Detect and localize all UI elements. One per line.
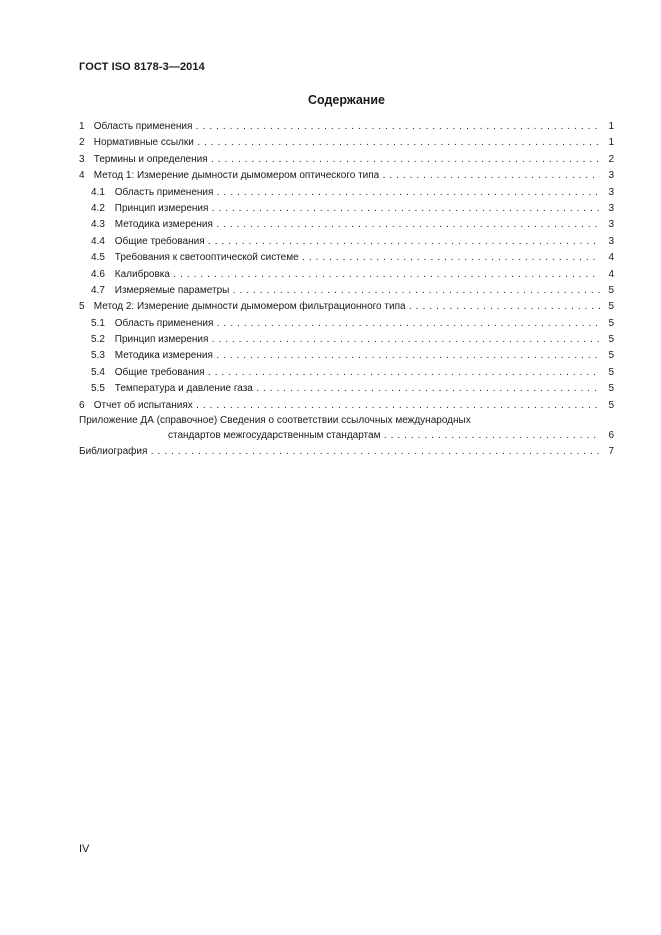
toc-entry-title: Область применения	[114, 186, 214, 198]
toc-entry-title: Область применения	[93, 121, 193, 132]
toc-entry-number: 4.5	[91, 252, 105, 264]
bibliography-page: 7	[600, 444, 614, 460]
annex-page: 6	[608, 430, 614, 442]
toc-entry[interactable]	[79, 299, 614, 315]
toc-entry-title: Измеряемые параметры	[114, 284, 230, 296]
page-number: IV	[79, 843, 90, 855]
toc-bibliography-entry[interactable]	[79, 444, 614, 460]
toc-entry-page: 3	[600, 234, 614, 250]
toc-entry-title: Общие требования	[114, 235, 205, 247]
toc-entry-number: 4.7	[91, 284, 105, 296]
toc-entry-title: Метод 1: Измерение дымности дымомером оптического типа	[93, 170, 380, 182]
toc-entry[interactable]	[79, 119, 614, 135]
toc-subentry[interactable]	[79, 381, 614, 397]
toc-entry-page: 1	[600, 119, 614, 135]
toc-entry-page: 5	[600, 381, 614, 397]
toc-entry-number: 4.4	[91, 235, 105, 247]
toc-entry-number: 3	[79, 153, 85, 165]
toc-subentry[interactable]	[79, 348, 614, 364]
toc-entry[interactable]	[79, 398, 614, 414]
toc-subentry[interactable]	[79, 365, 614, 381]
toc-entry-number: 5.5	[91, 383, 105, 395]
toc-entry-title: Отчет об испытаниях	[93, 399, 193, 411]
toc-entry-page: 5	[600, 316, 614, 332]
toc-entry-title: Термины и определения	[93, 153, 208, 165]
toc-entry-title: Область применения	[114, 317, 214, 329]
toc-entry-page: 3	[600, 185, 614, 201]
toc-entry[interactable]	[79, 135, 614, 151]
toc-subentry[interactable]	[79, 267, 614, 283]
toc-entry-number: 5	[79, 301, 85, 313]
toc-entry[interactable]	[79, 152, 614, 168]
toc-entry-number: 4.1	[91, 186, 105, 198]
toc-entry-number: 6	[79, 399, 85, 411]
toc-subentry[interactable]	[79, 250, 614, 266]
toc-entry-page: 5	[600, 365, 614, 381]
toc-entry-title: Нормативные ссылки	[93, 137, 194, 149]
toc-entry-title: Методика измерения	[114, 350, 213, 362]
toc-entry-title: Температура и давление газа	[114, 383, 253, 395]
toc-entry-title: Принцип измерения	[114, 202, 209, 214]
toc-subentry[interactable]	[79, 217, 614, 233]
toc-entry-page: 3	[600, 201, 614, 217]
toc-entry-title: Метод 2: Измерение дымности дымомером фильтрационного типа	[93, 301, 406, 313]
toc-subentry[interactable]	[79, 201, 614, 217]
toc-entry-title: Требования к светооптической системе	[114, 252, 299, 264]
toc-entry-page: 5	[600, 398, 614, 414]
toc-entry-number: 4.6	[91, 268, 105, 280]
toc-entry-page: 5	[600, 348, 614, 364]
toc-subentry[interactable]	[79, 234, 614, 250]
toc-entry-number: 2	[79, 137, 85, 149]
toc-entry-number: 4.2	[91, 202, 105, 214]
annex-title-line2: стандартов межгосударственным стандартам . . .	[168, 428, 600, 444]
toc-entry-number: 1	[79, 121, 85, 132]
toc-entry-number: 4	[79, 170, 85, 182]
toc-entry-page: 4	[600, 250, 614, 266]
toc-annex-entry[interactable]	[79, 414, 614, 444]
toc-entry-page: 5	[600, 332, 614, 348]
page-header: ГОСТ ISO 8178-3—2014	[79, 61, 205, 73]
annex-title-line1: Приложение ДА (справочное) Сведения о соответствии ссылочных международных	[79, 415, 471, 427]
toc-entry[interactable]	[79, 168, 614, 184]
toc-entry-page: 5	[600, 299, 614, 315]
toc-entry-number: 5.2	[91, 334, 105, 346]
toc-entry-page: 1	[600, 135, 614, 151]
toc-entry-title: Принцип измерения	[114, 334, 209, 346]
toc-entry-number: 5.4	[91, 366, 105, 378]
toc-subentry[interactable]	[79, 332, 614, 348]
toc-entry-title: Калибровка	[114, 268, 170, 280]
toc-entry-page: 2	[600, 152, 614, 168]
toc-entry-title: Общие требования	[114, 366, 205, 378]
toc-entry-title: Методика измерения	[114, 219, 213, 231]
toc-entry-number: 5.1	[91, 317, 105, 329]
toc-entry-number: 5.3	[91, 350, 105, 362]
toc-title: Содержание	[307, 93, 385, 107]
toc-subentry[interactable]	[79, 283, 614, 299]
toc-subentry[interactable]	[79, 185, 614, 201]
toc-entry-page: 3	[600, 217, 614, 233]
toc-subentry[interactable]	[79, 316, 614, 332]
toc-entry-number: 4.3	[91, 219, 105, 231]
table-of-contents	[79, 119, 614, 460]
toc-entry-page: 4	[600, 267, 614, 283]
bibliography-title: Библиография	[79, 446, 148, 458]
toc-entry-page: 3	[600, 168, 614, 184]
toc-entry-page: 5	[600, 283, 614, 299]
